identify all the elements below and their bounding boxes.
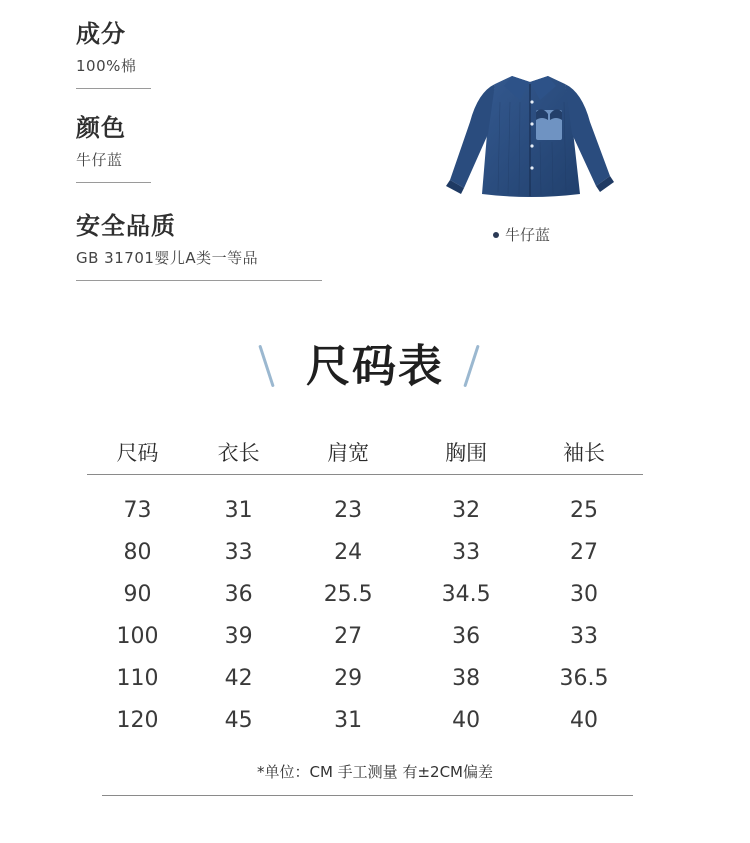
- table-cell: 33: [224, 539, 253, 565]
- table-cell: 32: [452, 497, 481, 523]
- divider: [76, 280, 322, 281]
- table-cell: 40: [570, 707, 599, 733]
- table-cell: 25: [570, 497, 599, 523]
- table-cell: 36: [224, 581, 253, 607]
- table-cell: 25.5: [323, 581, 373, 607]
- table-cell: 100: [116, 623, 159, 649]
- header-sleeve: 袖长: [525, 430, 643, 475]
- color-dot-icon: [493, 232, 499, 238]
- size-table: [87, 430, 643, 741]
- size-chart-header: [0, 330, 750, 394]
- denim-shirt-icon: [440, 62, 620, 207]
- attr-title: 颜色: [76, 114, 126, 142]
- table-cell: 120: [116, 707, 159, 733]
- table-cell: 33: [570, 623, 599, 649]
- table-cell: 23: [334, 497, 363, 523]
- table-cell: 36: [452, 623, 481, 649]
- table-cell: 24: [334, 539, 363, 565]
- table-cell: 110: [116, 665, 159, 691]
- table-cell: 90: [123, 581, 152, 607]
- table-cell: 27: [570, 539, 599, 565]
- attr-color: [76, 108, 151, 183]
- header-size: 尺码: [87, 430, 188, 475]
- color-swatch: [493, 224, 550, 245]
- table-cell: 27: [334, 623, 363, 649]
- table-cell: 34.5: [441, 581, 491, 607]
- measurement-note: *单位：CM 手工测量 有±2CM偏差: [257, 763, 493, 781]
- divider: [102, 795, 633, 796]
- table-header-row: [87, 430, 643, 475]
- table-cell: 31: [334, 707, 363, 733]
- table-cell: 30: [570, 581, 599, 607]
- attr-value: 牛仔蓝: [76, 151, 123, 169]
- table-cell: 40: [452, 707, 481, 733]
- table-row: [87, 615, 643, 657]
- attr-safety: [76, 206, 322, 281]
- attr-value: GB 31701婴儿A类一等品: [76, 249, 259, 267]
- table-cell: 38: [452, 665, 481, 691]
- table-cell: 29: [334, 665, 363, 691]
- table-cell: 42: [224, 665, 253, 691]
- table-cell: 33: [452, 539, 481, 565]
- table-cell: 73: [123, 497, 152, 523]
- table-cell: 31: [224, 497, 253, 523]
- header-shoulder: 肩宽: [289, 430, 407, 475]
- table-row: [87, 573, 643, 615]
- size-chart-title: 尺码表: [306, 341, 444, 392]
- table-row: [87, 657, 643, 699]
- attr-composition: [76, 14, 151, 89]
- table-cell: 80: [123, 539, 152, 565]
- divider: [76, 182, 151, 183]
- header-chest: 胸围: [407, 430, 525, 475]
- product-image: [440, 62, 620, 207]
- table-cell: 36.5: [559, 665, 609, 691]
- attr-value: 100%棉: [76, 57, 137, 75]
- header-length: 衣长: [188, 430, 289, 475]
- swatch-label: 牛仔蓝: [505, 226, 551, 244]
- attr-title: 成分: [76, 20, 126, 48]
- attr-title: 安全品质: [76, 212, 176, 240]
- divider: [76, 88, 151, 89]
- table-row: [87, 531, 643, 573]
- table-cell: 39: [224, 623, 253, 649]
- table-row: [87, 699, 643, 741]
- table-row: [87, 475, 643, 532]
- table-cell: 45: [224, 707, 253, 733]
